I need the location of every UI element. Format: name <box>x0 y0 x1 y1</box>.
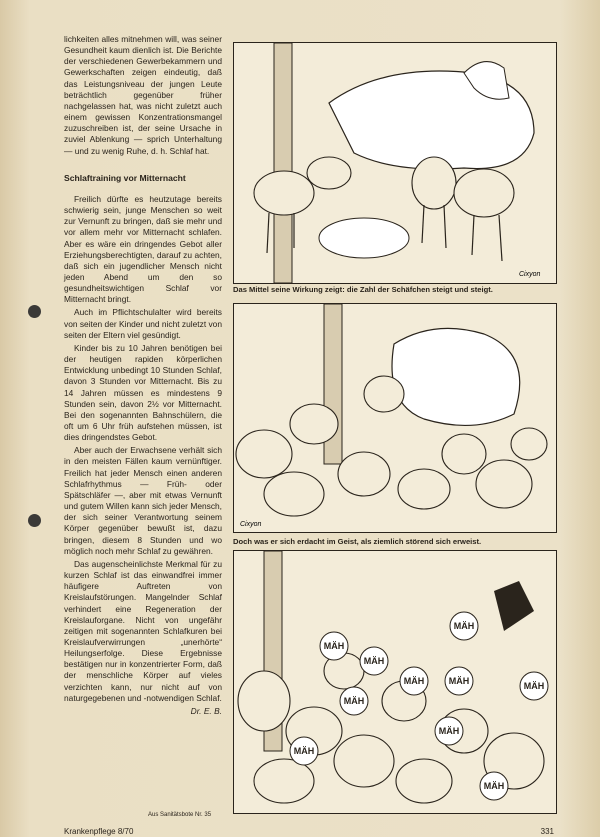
author-signature: Dr. E. B. <box>190 705 222 716</box>
svg-text:MÄH: MÄH <box>523 681 545 691</box>
svg-text:MÄH: MÄH <box>323 641 345 651</box>
page-footer <box>64 827 554 836</box>
artist-signature: Cixyon <box>240 521 262 528</box>
svg-text:MÄH: MÄH <box>448 676 470 686</box>
svg-text:MÄH: MÄH <box>453 621 475 631</box>
artist-signature: Cixyon <box>519 271 541 278</box>
article-paragraph: Freilich dürfte es heutzutage bereits schwierig sein, junge Menschen so weit zur Vernunft zu bringen, daß sie mehr und vor allem mehr vor Mitternacht schlafen. Aber es wäre ein dringendes Gebot aller Erziehungsberechtigten, darauf zu achten, daß sich ein jugendlicher Mensch nicht jeden Abend um den so gesundheitswichtigen Schlaf vor Mitternacht bringt. <box>64 193 222 305</box>
punch-hole <box>28 514 41 527</box>
speech-bubble <box>435 717 463 745</box>
article-paragraph: Aber auch der Erwachsene verhält sich in den meisten Fällen kaum vernünftiger. Freilich hat jeder Mensch einen anderen Schlafrhythmus — Früh- oder Spätschläfer —, aber mit etwas Vernunft und gutem Willen kann sich jeder Mensch, der sich seiner Verantwortung seinem Körper gegenüber bewußt ist, dazu bringen, diesem 8 Stunden und wo möglich noch mehr Schlaf zu gewähren. <box>64 445 222 556</box>
source-note: Aus Sanitätsbote Nr. 35 <box>148 812 212 818</box>
svg-text:MÄH: MÄH <box>293 746 315 756</box>
speech-bubble <box>400 667 428 695</box>
svg-text:MÄH: MÄH <box>483 781 505 791</box>
journal-issue: Krankenpflege 8/70 <box>64 827 134 836</box>
speech-bubble <box>520 672 548 700</box>
cartoon-panel-3 <box>233 550 557 814</box>
punch-hole <box>28 305 41 318</box>
speech-bubble <box>340 687 368 715</box>
speech-bubble <box>445 667 473 695</box>
article-paragraph: lichkeiten alles mitnehmen will, was seiner Gesundheit kaum dienlich ist. Die Berichte der verschiedenen Gewerbekammern und Gewerkschaften zeigen eindeutig, daß das Leistungsniveau der jungen Leute beträchtlich gegenüber früher nachgelassen hat, was nicht zuletzt auch einem gewissen Konzentrationsmangel zuzuschreiben ist, der seine Ursache in zuviel Ablenkung — sprich Unterhaltung — und zu wenig Ruhe, d. h. Schlaf hat. <box>64 34 222 156</box>
cartoon-illustration-1 <box>234 43 556 283</box>
svg-text:MÄH: MÄH <box>343 696 365 706</box>
speech-bubble <box>360 647 388 675</box>
speech-bubble <box>320 632 348 660</box>
speech-bubble <box>480 772 508 800</box>
article-column <box>64 34 222 717</box>
article-paragraph: Auch im Pflichtschulalter wird bereits von seiten der Kinder und nicht zuletzt von seiten der Eltern viel gesündigt. <box>64 307 222 340</box>
page-number: 331 <box>540 827 554 836</box>
svg-text:MÄH: MÄH <box>403 676 425 686</box>
caption-panel-2: Doch was er sich erdacht im Geist, als ziemlich störend sich erweist. <box>233 537 482 546</box>
svg-text:MÄH: MÄH <box>438 726 460 736</box>
cartoon-panel-1 <box>233 42 557 284</box>
article-paragraph: Das augenscheinlichste Merkmal für zu kurzen Schlaf ist das einwandfrei immer häufigere Auftreten von Kreislaufstörungen. Mangelnder Schlaf verhindert eine Regeneration der Kreislauforgane. Nicht von ungefähr zeitigen mit sogenannten Schlafkuren bei Kreislaufverwirrungen „unerhörte“ Heilungserfolge. Diese Ergebnisse bestätigen nur in konzentrierter Form, daß der menschliche Körper auf vieles verzichten kann, nur nicht auf von naturgegebenen und -notwendigen Schlaf. <box>64 558 222 703</box>
speech-bubble <box>450 612 478 640</box>
speech-bubble <box>290 737 318 765</box>
cartoon-illustration-3 <box>234 551 556 813</box>
section-heading: Schlaftraining vor Mitternacht <box>64 172 186 183</box>
cartoon-panel-2 <box>233 303 557 533</box>
cartoon-illustration-2 <box>234 304 556 532</box>
caption-panel-1: Das Mittel seine Wirkung zeigt: die Zahl der Schäfchen steigt und steigt. <box>233 285 493 294</box>
svg-text:MÄH: MÄH <box>363 656 385 666</box>
article-paragraph: Kinder bis zu 10 Jahren benötigen bei der heutigen rapiden körperlichen Entwicklung unbedingt 10 Stunden Schlaf, davon 3 Stunden vor Mitternacht. Bis zu 14 Jahren müssen es mindestens 9 Stunden sein, davon 2½ vor Mitternacht. Bei den sogenannten Bahnschülern, die oft um 6 Uhr früh aufstehen müssen, ist dies dringendstes Gebot. <box>64 342 222 443</box>
